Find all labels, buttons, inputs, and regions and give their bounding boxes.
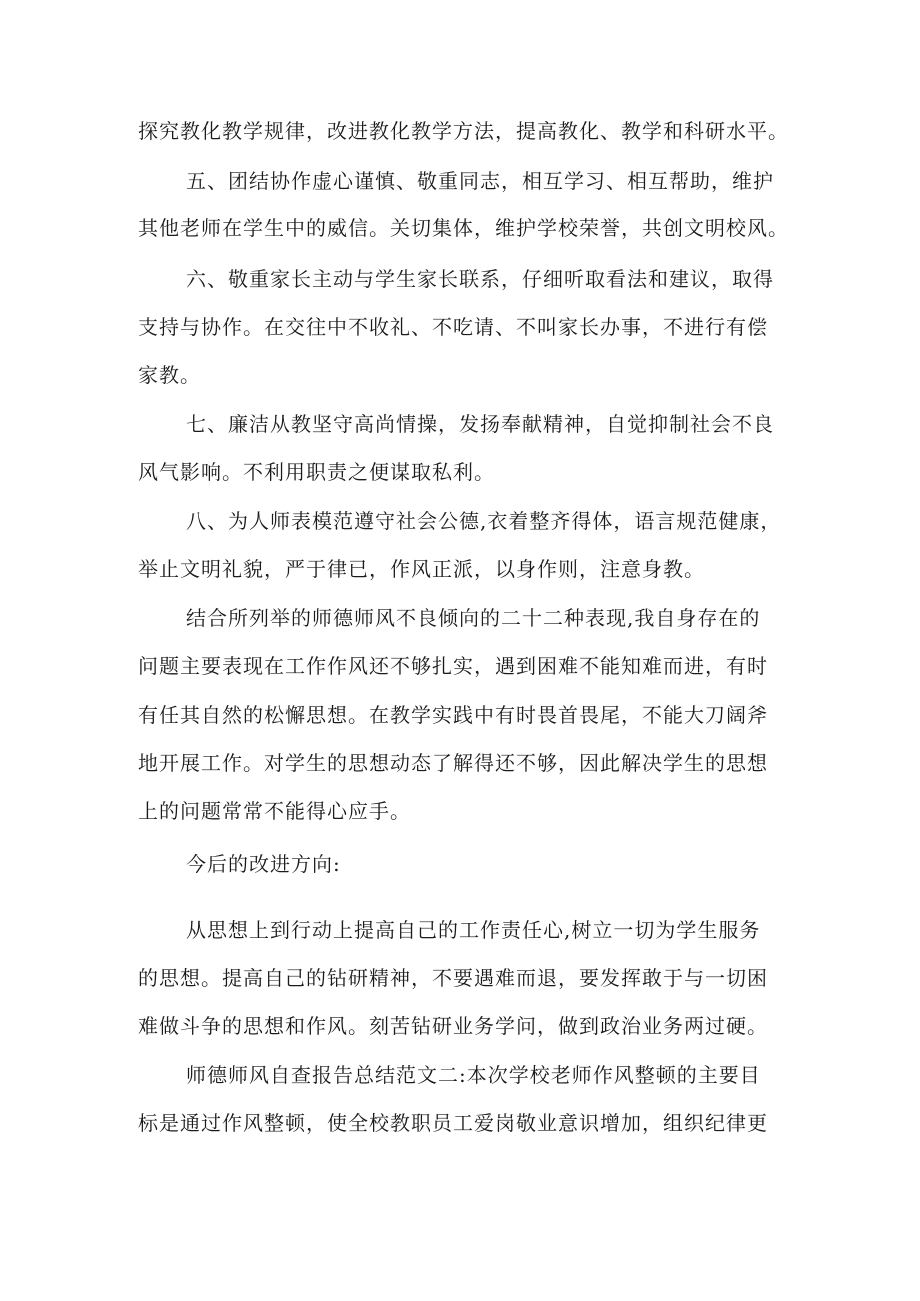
text-line: 标是通过作风整顿，使全校教职员工爱岗敬业意识增加，组织纪律更 — [138, 1111, 768, 1135]
text-line: 支持与协作。在交往中不收礼、不吃请、不叫家长办事，不进行有偿 — [138, 315, 768, 339]
text-line: 从思想上到行动上提高自己的工作责任心,树立一切为学生服务 — [186, 918, 761, 942]
text-line: 其他老师在学生中的威信。关切集体，维护学校荣誉，共创文明校风。 — [138, 216, 789, 240]
text-line: 地开展工作。对学生的思想动态了解得还不够，因此解决学生的思想 — [138, 751, 768, 775]
text-line: 今后的改进方向: — [186, 852, 341, 876]
text-line: 六、敬重家长主动与学生家长联系，仔细听取看法和建议，取得 — [186, 267, 774, 291]
text-line: 五、团结协作虚心谨慎、敬重同志，相互学习、相互帮助，维护 — [186, 169, 774, 193]
text-line: 有任其自然的松懈思想。在教学实践中有时畏首畏尾，不能大刀阔斧 — [138, 703, 768, 727]
text-line: 八、为人师表模范遵守社会公德,衣着整齐得体，语言规范健康， — [186, 509, 782, 533]
text-line: 师德师风自查报告总结范文二:本次学校老师作风整顿的主要目 — [186, 1063, 761, 1087]
text-line: 七、廉洁从教坚守高尚情操，发扬奉献精神，自觉抑制社会不良 — [186, 412, 774, 436]
text-line: 难做斗争的思想和作风。刻苦钻研业务学问，做到政治业务两过硬。 — [138, 1014, 768, 1038]
text-line: 的思想。提高自己的钻研精神，不要遇难而退，要发挥敢于与一切困 — [138, 966, 768, 990]
text-line: 家教。 — [138, 363, 201, 387]
text-line: 问题主要表现在工作作风还不够扎实，遇到困难不能知难而进，有时 — [138, 654, 768, 678]
text-line: 探究教化教学规律，改进教化教学方法，提高教化、教学和科研水平。 — [138, 119, 789, 143]
text-line: 风气影响。不利用职责之便谋取私利。 — [138, 460, 495, 484]
text-line: 举止文明礼貌，严于律已，作风正派，以身作则，注意身教。 — [138, 557, 705, 581]
text-line: 上的问题常常不能得心应手。 — [138, 799, 411, 823]
text-line: 结合所列举的师德师风不良倾向的二十二种表现,我自身存在的 — [186, 606, 761, 630]
